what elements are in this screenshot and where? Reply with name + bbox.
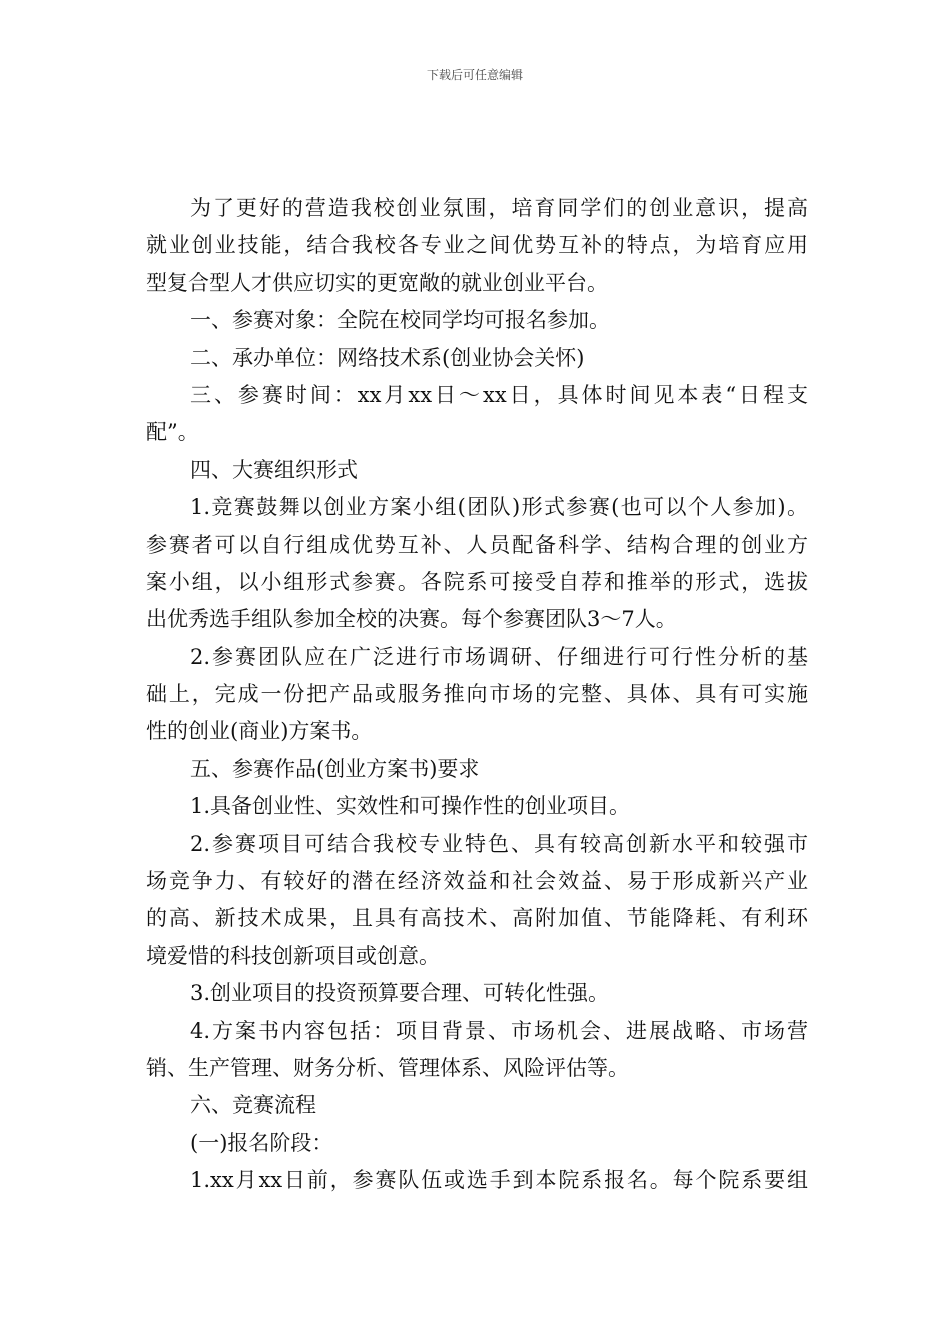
text-line: 六、竞赛流程 [190, 1093, 316, 1118]
text-line: (一)报名阶段： [190, 1130, 333, 1155]
text-line: 1.竞赛鼓舞以创业方案小组(团队)形式参赛(也可以个人参加)。 [190, 495, 808, 520]
text-line: 出优秀选手组队参加全校的决赛。每个参赛团队3～7人。 [146, 607, 677, 632]
text-line: 一、参赛对象：全院在校同学均可报名参加。 [190, 308, 610, 333]
text-line: 参赛者可以自行组成优势互补、人员配备科学、结构合理的创业方 [146, 532, 808, 557]
text-line: 五、参赛作品(创业方案书)要求 [190, 756, 480, 781]
text-line: 场竞争力、有较好的潜在经济效益和社会效益、易于形成新兴产业 [146, 869, 808, 894]
text-line: 二、承办单位：网络技术系(创业协会关怀) [190, 345, 585, 370]
text-line: 型复合型人才供应切实的更宽敞的就业创业平台。 [146, 270, 608, 295]
text-line: 为了更好的营造我校创业氛围，培育同学们的创业意识，提高 [190, 196, 808, 220]
text-line: 2.参赛项目可结合我校专业特色、具有较高创新水平和较强市 [190, 831, 808, 856]
text-line: 配”。 [146, 420, 199, 445]
text-line: 的高、新技术成果，且具有高技术、高附加值、节能降耗、有利环 [146, 906, 808, 931]
text-line: 四、大赛组织形式 [190, 457, 358, 482]
document-body [146, 190, 808, 1200]
text-line: 1.具备创业性、实效性和可操作性的创业项目。 [190, 794, 631, 819]
page-header: 下载后可任意编辑 [426, 68, 523, 82]
text-line: 案小组，以小组形式参赛。各院系可接受自荐和推举的形式，选拔 [146, 569, 808, 594]
text-line: 4.方案书内容包括：项目背景、市场机会、进展战略、市场营 [190, 1018, 808, 1043]
text-line: 2.参赛团队应在广泛进行市场调研、仔细进行可行性分析的基 [190, 644, 808, 669]
text-line: 3.创业项目的投资预算要合理、可转化性强。 [190, 981, 610, 1006]
text-line: 1.xx月xx日前，参赛队伍或选手到本院系报名。每个院系要组 [190, 1168, 808, 1193]
text-line: 性的创业(商业)方案书。 [146, 719, 373, 744]
text-line: 境爱惜的科技创新项目或创意。 [146, 943, 440, 968]
text-line: 三、参赛时间：xx月xx日～xx日，具体时间见本表“日程支 [190, 382, 808, 407]
text-line: 销、生产管理、财务分析、管理体系、风险评估等。 [146, 1055, 629, 1080]
text-line: 础上，完成一份把产品或服务推向市场的完整、具体、具有可实施 [146, 682, 808, 707]
text-line: 就业创业技能，结合我校各专业之间优势互补的特点，为培育应用 [146, 233, 808, 258]
